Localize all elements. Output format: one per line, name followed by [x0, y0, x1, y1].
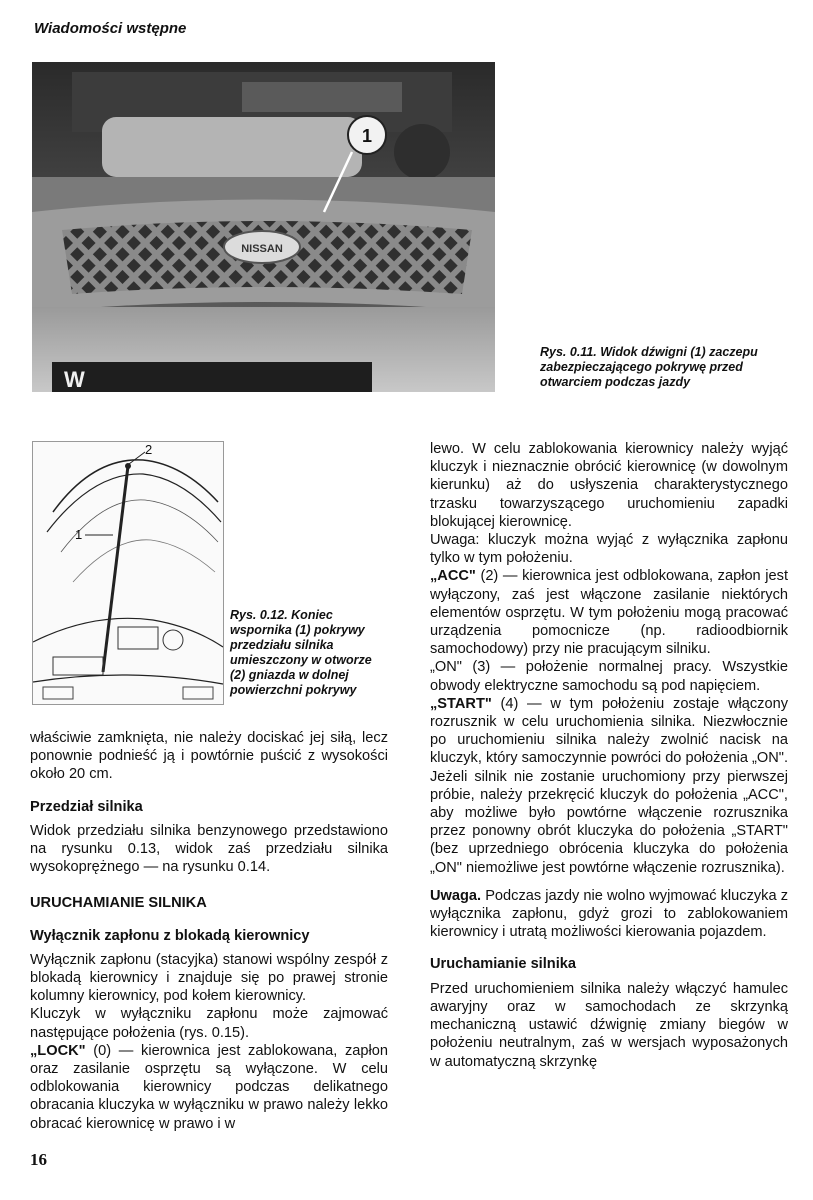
paragraph-hood-closing: właściwie zamknięta, nie należy dociskać jej siłą, lecz ponownie podnieść ją i powtórnie puścić z wysokości około 20 cm.: [30, 730, 388, 783]
heading-ignition-switch: Wyłącznik zapłonu z blokadą kierownicy: [30, 927, 310, 944]
warning-label: Uwaga.: [430, 887, 482, 904]
acc-description: (2) — kierownica jest odblokowana, zapłon jest wyłączony, zaś jest włączone zasilanie niektórych elementów osprzętu. W tym położeniu mogą pracować urządzenia pomocnicze (np. radioodbiornik samochodowy) przy nie pracującym silniku.: [430, 568, 788, 658]
paragraph-acc-position: [430, 567, 788, 658]
lock-label: „LOCK": [30, 1042, 86, 1059]
paragraph-key-note: Uwaga: kluczyk można wyjąć z wyłącznika zapłonu tylko w tym położeniu.: [430, 532, 788, 567]
callout-number-1: 1: [361, 126, 373, 146]
heading-starting-engine: Uruchamianie silnika: [430, 956, 576, 973]
license-plate-text: W: [64, 367, 85, 392]
heading-engine-start: URUCHAMIANIE SILNIKA: [30, 895, 207, 912]
start-description: (4) — w tym położeniu zostaje włączony rozrusznik w celu uruchomienia silnika. Niezwłocznie po uruchomieniu silnika należy zwolnić nacisk na kluczyk, który samoczynnie powróci do położenia „ON". Jeżeli silnik nie zostanie uruchomiony przy pierwszej próbie, należy przekręcić kluczyk do położenia „ACC", aby możliwe było powtórne włączenie rozrusznika przez ponowny obrót kluczyka do położenia „START" (bez uprzedniego obrócenia kluczyka do położenia „ON" niemożliwe jest powtórne włączenie rozrusznika).: [430, 695, 789, 876]
paragraph-warning: [430, 887, 788, 942]
start-label: „START": [430, 695, 492, 712]
drawing-label-1: 1: [75, 527, 83, 542]
paragraph-on-position: „ON" (3) — położenie normalnej pracy. Wszystkie obwody elektryczne samochodu są pod napięciem.: [430, 659, 788, 694]
hood-lever-photo-illustration: [32, 62, 495, 392]
right-text-column: [430, 440, 788, 1071]
acc-label: „ACC": [430, 568, 476, 585]
paragraph-engine-bay: Widok przedziału silnika benzynowego przedstawiono na rysunku 0.13, widok zaś przedziału silnika wysokoprężnego — na rysunku 0.14.: [30, 822, 388, 876]
paragraph-key-positions: Kluczyk w wyłączniku zapłonu może zajmować następujące położenia (rys. 0.15).: [30, 1006, 388, 1041]
figure-hood-lever-photo: [32, 62, 495, 392]
nissan-badge: NISSAN: [241, 243, 283, 255]
paragraph-lock-position: [30, 1042, 388, 1133]
left-text-column: [30, 729, 388, 1133]
drawing-label-2: 2: [145, 442, 153, 457]
running-header: Wiadomości wstępne: [34, 20, 187, 37]
heading-engine-bay: Przedział silnika: [30, 798, 143, 815]
page-number: 16: [30, 1150, 47, 1169]
figure-hood-support-drawing: [32, 441, 224, 705]
figure-0-12-caption: Rys. 0.12. Koniec wspornika (1) pokrywy przedziału silnika umieszczony w otworze (2) gniazda w dolnej powierzchni pokrywy: [230, 608, 372, 697]
paragraph-ignition-switch: Wyłącznik zapłonu (stacyjka) stanowi wspólny zespół z blokadą kierownicy i znajduje się po prawej stronie kolumny kierownicy, pod kołem kierownicy.: [30, 951, 388, 1005]
paragraph-starting-engine: Przed uruchomieniem silnika należy włączyć hamulec awaryjny oraz w samochodach ze skrzynką mechaniczną ustawić dźwignię zmiany biegów w położeniu neutralnym, zaś w wersjach wyposażonych w automatyczną skrzynkę: [430, 980, 788, 1070]
figure-0-11-caption: Rys. 0.11. Widok dźwigni (1) zaczepu zabezpieczającego pokrywę przed otwarciem podczas jazdy: [540, 345, 758, 389]
lock-description: (0) — kierownica jest zablokowana, zapłon oraz zasilanie osprzętu są wyłączone. W celu odblokowania kierownicy podczas delikatnego obracania kluczyka w wyłączniku w prawo należy lekko obracać kierownicę w prawo i w: [30, 1042, 388, 1132]
paragraph-steering-lock: lewo. W celu zablokowania kierownicy należy wyjąć kluczyk i nieznacznie obrócić kierownicę (w dowolnym kierunku) aż do usłyszenia charakterystycznego trzasku towarzyszącego uruchomieniu zapadki blokującej kierownicę.: [430, 441, 788, 530]
hood-support-line-drawing: [33, 442, 223, 704]
paragraph-start-position: [430, 695, 788, 877]
warning-text: Podczas jazdy nie wolno wyjmować kluczyka z wyłącznika zapłonu, gdyż grozi to zablokowaniem kierownicy i utratą możliwości kierowania pojazdem.: [430, 887, 788, 941]
